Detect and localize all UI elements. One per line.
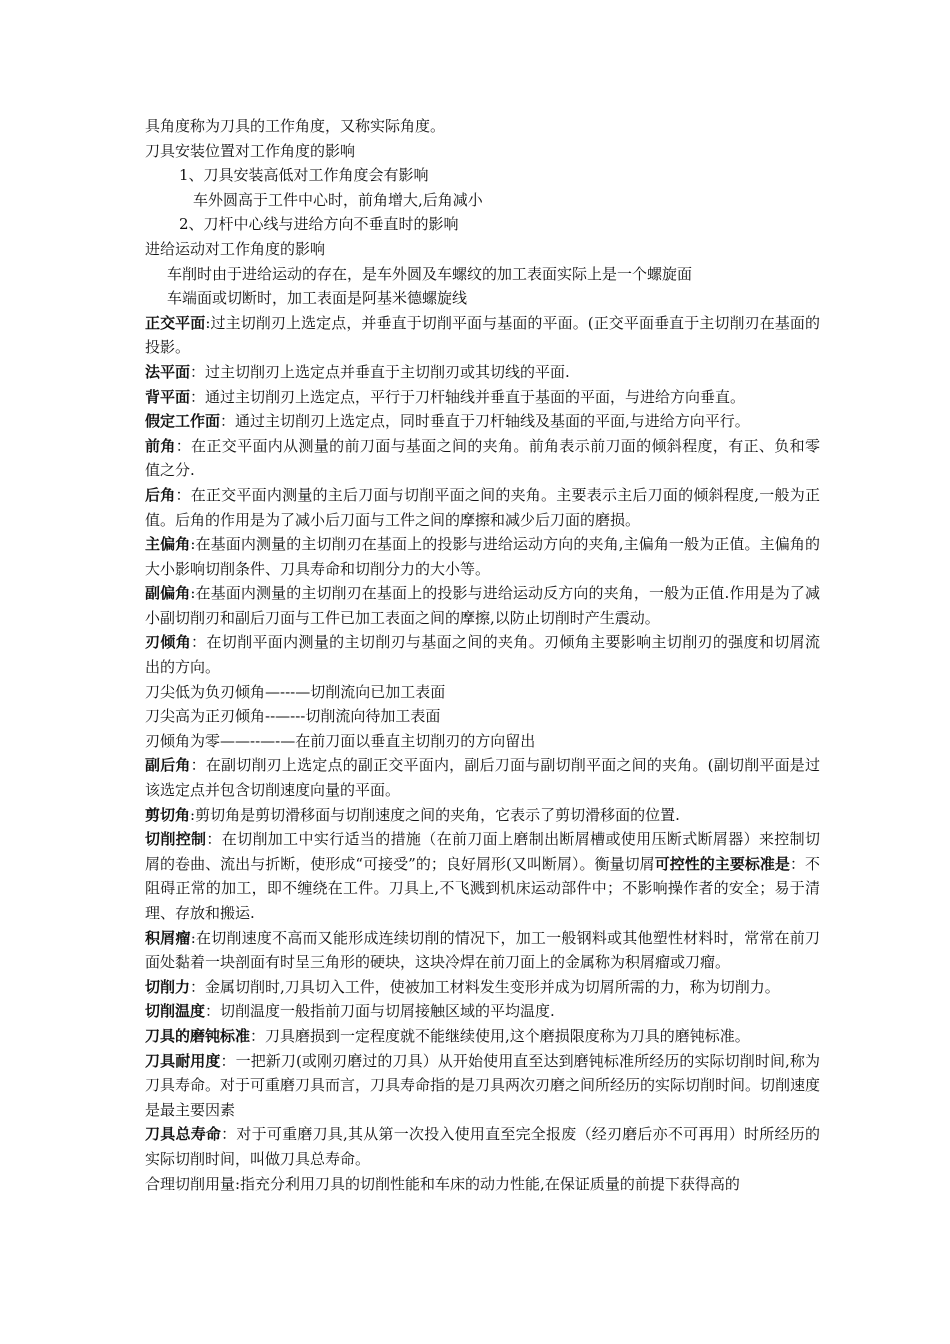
definition-term: 可控性的主要标准是: [654, 854, 790, 873]
definition-term: 副后角: [145, 756, 191, 775]
definition-paragraph: [145, 483, 820, 532]
definition-term: 前角: [145, 436, 176, 455]
definition-text: :在基面内测量的主切削刃在基面上的投影与进给运动反方向的夹角，一般为正值.作用是为了减小副切削刃和副后刀面与工件已加工表面之间的摩擦,以防止切削时产生震动。: [145, 584, 820, 627]
definition-paragraph: [145, 630, 820, 679]
definition-text: ：过主切削刃上选定点并垂直于主切削刃或其切线的平面.: [190, 362, 570, 381]
definition-term: 背平面: [145, 387, 191, 406]
definition-text: ：在切削加工中实行适当的措施（在前刀面上磨制出断屑槽或使用压断式断屑器）来控制切屑的卷曲、流出与折断，使形成“可接受”的；良好屑形(又叫断屑）。衡量切屑: [145, 830, 820, 873]
definition-text: :过主切削刃上选定点，并垂直于切削平面与基面的平面。(正交平面垂直于主切削刃在基面的投影。: [145, 313, 820, 357]
definition-paragraph: [145, 360, 820, 385]
definition-term: 刃倾角: [145, 633, 192, 652]
definition-text: ：刀具磨损到一定程度就不能继续使用,这个磨损限度称为刀具的磨钝标准。: [250, 1026, 750, 1045]
text-line: 车外圆高于工件中心时，前角增大,后角减小: [193, 190, 483, 209]
text-line: 车削时由于进给运动的存在，是车外圆及车螺纹的加工表面实际上是一个螺旋面: [167, 264, 693, 283]
definition-paragraph: [145, 975, 820, 1000]
definition-text: ：在切削平面内测量的主切削刃与基面之间的夹角。刃倾角主要影响主切削刃的强度和切屑流出的方向。: [145, 633, 820, 677]
definition-text: ：一把新刀(或刚刃磨过的刀具）从开始使用直至达到磨钝标准所经历的实际切削时间,称为刀具寿命。对于可重磨刀具而言，刀具寿命指的是刀具两次刃磨之间所经历的实际切削时间。切削速度是最主要因素: [145, 1051, 821, 1119]
definition-text: ：不阻碍正常的加工，即不缠绕在工件。刀具上,不飞溅到机床运动部件中；不影响操作者的安全；易于清理、存放和搬运.: [145, 854, 820, 922]
definition-term: 刀具的磨钝标准: [145, 1026, 251, 1045]
definition-term: 正交平面: [145, 313, 206, 332]
definition-term: 假定工作面: [145, 412, 221, 431]
definition-paragraph: [145, 581, 820, 630]
definition-paragraph: [145, 999, 820, 1024]
text-line: 车端面或切断时，加工表面是阿基米德螺旋线: [167, 289, 468, 308]
definition-term: 积屑瘤: [145, 928, 191, 947]
definition-term: 切削温度: [145, 1002, 206, 1021]
definition-term: 刀具耐用度: [145, 1051, 221, 1070]
text-line: 刀尖低为负刃倾角—---—切削流向已加工表面: [145, 682, 446, 701]
text-line: 刀尖高为正刃倾角--—---切削流向待加工表面: [145, 707, 441, 726]
text-line: 刃倾角为零——--—-—在前刀面以垂直主切削刃的方向留出: [145, 731, 536, 750]
definition-text: ：通过主切削刃上选定点，平行于刀杆轴线并垂直于基面的平面，与进给方向垂直。: [190, 387, 746, 406]
definition-paragraph: [145, 1122, 820, 1171]
list-item: 1、刀具安装高低对工作角度会有影响: [179, 166, 429, 185]
text-line: 合理切削用量:指充分利用刀具的切削性能和车床的动力性能,在保证质量的前提下获得高的: [145, 1174, 740, 1193]
definition-text: ：在正交平面内从测量的前刀面与基面之间的夹角。前角表示前刀面的倾斜程度，有正、负和零值之分.: [145, 436, 820, 480]
definition-paragraph: [145, 311, 820, 360]
definition-paragraph: [145, 434, 820, 483]
definition-paragraph: [145, 753, 820, 802]
definition-text: ：通过主切削刃上选定点，同时垂直于刀杆轴线及基面的平面,与进给方向平行。: [220, 412, 750, 431]
definition-text: ：金属切削时,刀具切入工件，使被加工材料发生变形并成为切屑所需的力，称为切削力。: [190, 977, 780, 996]
definition-text: ：切削温度一般指前刀面与切屑接触区域的平均温度.: [205, 1002, 555, 1021]
text-line: 具角度称为刀具的工作角度，又称实际角度。: [145, 117, 446, 135]
definition-term: 切削控制: [145, 830, 207, 849]
definition-paragraph: [145, 532, 820, 581]
definition-term: 副偏角: [145, 584, 191, 603]
list-item: 2、刀杆中心线与进给方向不垂直时的影响: [179, 215, 459, 234]
definition-term: 主偏角: [145, 535, 191, 554]
definition-text: :在基面内测量的主切削刃在基面上的投影与进给运动方向的夹角,主偏角一般为正值。主偏角的大小影响切削条件、刀具寿命和切削分力的大小等。: [145, 535, 820, 578]
definition-paragraph: [145, 827, 820, 925]
definition-term: 切削力: [145, 977, 191, 996]
section-heading: 进给运动对工作角度的影响: [145, 239, 326, 258]
definition-paragraph: [145, 385, 820, 410]
definition-term: 刀具总寿命: [145, 1125, 222, 1144]
definition-text: :剪切角是剪切滑移面与切削速度之间的夹角，它表示了剪切滑移面的位置.: [190, 805, 680, 824]
section-heading: 刀具安装位置对工作角度的影响: [145, 141, 356, 160]
definition-text: ：在副切削刃上选定点的副正交平面内，副后刀面与副切削平面之间的夹角。(副切削平面是过该选定点并包含切削速度向量的平面。: [145, 756, 820, 800]
definition-text: :在切削速度不高而又能形成连续切削的情况下，加工一般钢料或其他塑性材料时，常常在前刀面处黏着一块剖面有时呈三角形的硬块，这块冷焊在前刀面上的金属称为积屑瘤或刀瘤。: [145, 928, 820, 972]
definition-paragraph: [145, 1024, 820, 1049]
definition-paragraph: [145, 409, 820, 434]
definition-term: 后角: [145, 485, 176, 504]
definition-term: 剪切角: [145, 805, 191, 824]
definition-text: ：在正交平面内测量的主后刀面与切削平面之间的夹角。主要表示主后刀面的倾斜程度,一般为正值。后角的作用是为了减小后刀面与工件之间的摩擦和减少后刀面的磨损。: [145, 485, 820, 529]
definition-paragraph: [145, 803, 820, 828]
definition-term: 法平面: [145, 362, 191, 381]
definition-text: ：对于可重磨刀具,其从第一次投入使用直至完全报废（经刃磨后亦不可再用）时所经历的实际切削时间，叫做刀具总寿命。: [145, 1125, 820, 1168]
definition-paragraph: [145, 1049, 820, 1123]
definition-paragraph: [145, 926, 820, 975]
